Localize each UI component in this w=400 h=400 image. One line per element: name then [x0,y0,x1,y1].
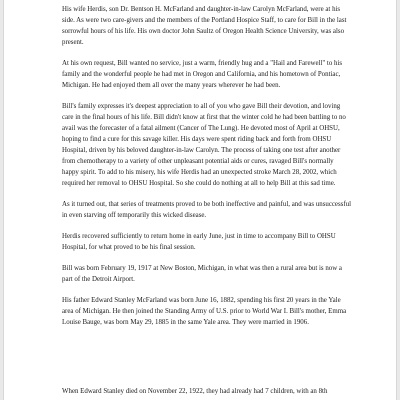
document-body [62,4,352,338]
document-page [4,0,396,400]
paragraph-1: His wife Herdis, son Dr. Bentson H. McFarland and daughter-in-law Carolyn McFarland, were at his side. As were two care-givers and the members of the Portland Hospice Staff, to care for Bill in the last sorrowful hours of his life. His own doctor John Saultz of Oregon Health Science University, was also present. [62,6,347,46]
paragraph-4: As it turned out, that series of treatments proved to be both ineffective and painful, and was unsuccessful in even starving off temporarily this wicked disease. [62,201,352,219]
paragraph-3: Bill's family expresses it's deepest appreciation to all of you who gave Bill their devotion, and loving care in the final hours of his life. Bill didn't know at first that the winter cold he had been battling to no avail was the forecaster of a fatal ailment (Cancer of The Lung). He devoted most of April at OHSU, hoping to find a cure for this savage killer. His days were spent riding back and forth from OHSU Hospital, driven by his beloved daughter-in-law Carolyn. The process of taking one test after another from chemotherapy to a variety of other unpleasant potential aids or cures, ravaged Bill's normally happy spirit. To add to his misery, his wife Herdis had an unexpected stroke March 28, 2002, which required her removal to OHSU Hospital. So she could do nothing at all to help Bill at this sad time. [62,103,346,187]
paragraph-8-partial: When Edward Stanley died on November 22, 1922, they had already had 7 children, with an 8th [62,388,328,395]
paragraph-7: His father Edward Stanley McFarland was born June 16, 1882, spending his first 20 years in the Yale area of Michigan. He then joined the Standing Army of U.S. prior to World War I. Bill's mother, Emma Louise Bauge, was born May 29, 1885 in the same Yale area. They were married in 1906. [62,297,347,326]
paragraph-2: At his own request, Bill wanted no service, just a warm, friendly hug and a "Hail and Farewell" to his family and the wonderful people he had met in Oregon and California, and his hometown of Pontiac, Michigan. He had enjoyed them all over the many years wherever he had been. [62,60,343,89]
paragraph-6: Bill was born February 19, 1917 at New Boston, Michigan, in what was then a rural area but is now a part of the Detroit Airport. [62,265,342,283]
paragraph-5: Herdis recovered sufficiently to return home in early June, just in time to accompany Bill to OHSU Hospital, for what proved to be his final session. [62,233,336,251]
